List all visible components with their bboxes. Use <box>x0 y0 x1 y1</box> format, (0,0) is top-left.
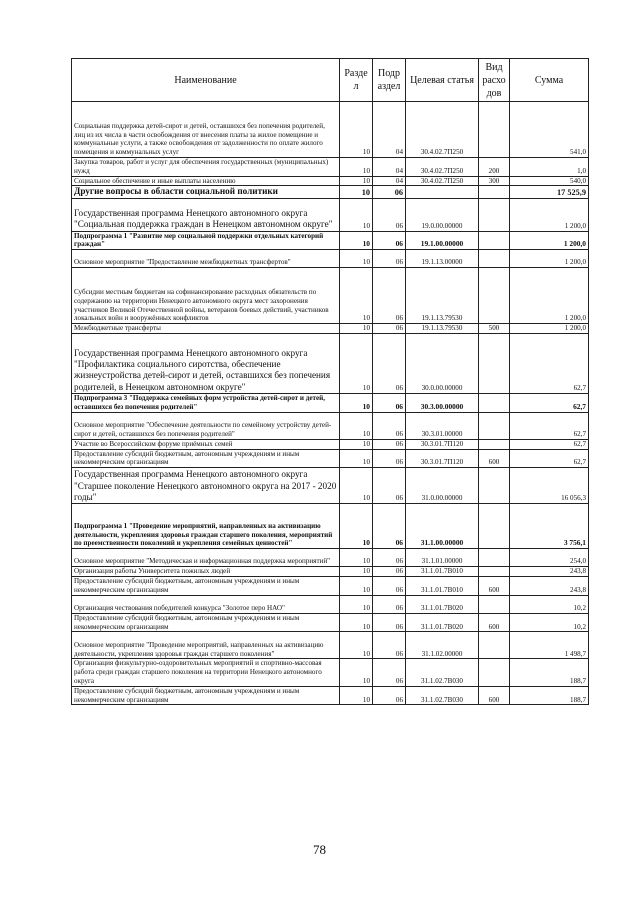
row-subsection: 06 <box>373 613 406 632</box>
row-target: 19.1.13.79530 <box>406 268 479 324</box>
row-expense-type <box>479 632 510 659</box>
row-section: 10 <box>340 613 373 632</box>
row-section: 10 <box>340 412 373 439</box>
row-expense-type <box>479 567 510 577</box>
table-row <box>72 324 589 334</box>
row-target: 30.3.01.00000 <box>406 412 479 439</box>
row-section: 10 <box>340 549 373 567</box>
table-row <box>72 394 589 413</box>
row-expense-type: 600 <box>479 613 510 632</box>
page-number: 78 <box>313 842 326 857</box>
row-expense-type <box>479 186 510 198</box>
table-body <box>72 102 589 705</box>
row-name: Подпрограмма 1 "Развитие мер социальной поддержки отдельных категорий граждан" <box>72 231 340 250</box>
row-amount: 243,8 <box>510 577 589 596</box>
row-subsection: 06 <box>373 549 406 567</box>
table-row <box>72 439 589 449</box>
row-subsection: 04 <box>373 176 406 186</box>
row-name: Государственная программа Ненецкого автономного округа "Профилактика социального сиротства, обеспечение жизнеустройства детей-сирот и детей, оставшихся без попечения родителей, в Ненецком автономном округе" <box>72 334 340 394</box>
row-subsection: 06 <box>373 334 406 394</box>
table-row <box>72 595 589 613</box>
row-expense-type <box>479 268 510 324</box>
row-subsection: 06 <box>373 449 406 468</box>
row-amount: 10,2 <box>510 595 589 613</box>
table-row <box>72 659 589 686</box>
row-expense-type: 600 <box>479 686 510 705</box>
row-expense-type <box>479 549 510 567</box>
row-name: Основное мероприятие "Обеспечение деятельности по семейному устройству детей-сирот и детей, оставшихся без попечения родителей" <box>72 412 340 439</box>
row-subsection: 06 <box>373 250 406 268</box>
row-target: 31.1.01.7В010 <box>406 567 479 577</box>
row-target: 19.1.13.00000 <box>406 250 479 268</box>
row-amount: 3 756,1 <box>510 504 589 549</box>
row-subsection: 06 <box>373 659 406 686</box>
row-subsection: 06 <box>373 324 406 334</box>
row-subsection: 06 <box>373 412 406 439</box>
row-name: Подпрограмма 3 "Поддержка семейных форм устройства детей-сирот и детей, оставшихся без попечения родителей" <box>72 394 340 413</box>
row-amount: 1 200,0 <box>510 231 589 250</box>
row-subsection: 06 <box>373 632 406 659</box>
header-subsection: Подр аздел <box>373 59 406 102</box>
table-row <box>72 176 589 186</box>
row-expense-type: 200 <box>479 158 510 177</box>
row-subsection: 06 <box>373 439 406 449</box>
row-amount: 540,0 <box>510 176 589 186</box>
row-section: 10 <box>340 394 373 413</box>
row-name: Государственная программа Ненецкого автономного округа "Старшее поколение Ненецкого автономного округа на 2017 - 2020 годы" <box>72 468 340 504</box>
row-target: 30.4.02.7П250 <box>406 176 479 186</box>
row-subsection: 06 <box>373 686 406 705</box>
row-expense-type <box>479 334 510 394</box>
table-row <box>72 334 589 394</box>
row-expense-type: 300 <box>479 176 510 186</box>
row-target: 31.1.02.7В030 <box>406 686 479 705</box>
table-row <box>72 567 589 577</box>
table-row <box>72 198 589 231</box>
row-section: 10 <box>340 659 373 686</box>
row-section: 10 <box>340 198 373 231</box>
row-amount: 188,7 <box>510 686 589 705</box>
row-expense-type <box>479 504 510 549</box>
table-header-row <box>72 59 589 102</box>
row-target: 19.1.13.79530 <box>406 324 479 334</box>
table-row <box>72 186 589 198</box>
row-target: 31.1.01.7В010 <box>406 577 479 596</box>
row-expense-type <box>479 394 510 413</box>
header-name: Наименование <box>72 59 340 102</box>
row-amount: 62,7 <box>510 334 589 394</box>
table-row <box>72 686 589 705</box>
row-amount: 62,7 <box>510 412 589 439</box>
row-expense-type <box>479 595 510 613</box>
row-expense-type <box>479 412 510 439</box>
row-target: 19.1.00.00000 <box>406 231 479 250</box>
row-target: 31.1.02.00000 <box>406 632 479 659</box>
table-row <box>72 250 589 268</box>
row-section: 10 <box>340 186 373 198</box>
header-amount: Сумма <box>510 59 589 102</box>
row-target: 30.4.02.7П250 <box>406 102 479 158</box>
row-subsection: 06 <box>373 468 406 504</box>
table-row <box>72 613 589 632</box>
row-name: Организация физкультурно-оздоровительных мероприятий и спортивно-массовая работа среди граждан старшего поколения на территории Ненецкого автономного округа <box>72 659 340 686</box>
row-target: 30.0.00.00000 <box>406 334 479 394</box>
budget-table <box>71 58 589 705</box>
row-target <box>406 186 479 198</box>
row-subsection: 06 <box>373 394 406 413</box>
header-target: Целевая статья <box>406 59 479 102</box>
row-expense-type <box>479 231 510 250</box>
row-section: 10 <box>340 577 373 596</box>
row-expense-type <box>479 439 510 449</box>
row-section: 10 <box>340 504 373 549</box>
row-amount: 1 200,0 <box>510 250 589 268</box>
row-section: 10 <box>340 567 373 577</box>
table-row <box>72 577 589 596</box>
row-section: 10 <box>340 102 373 158</box>
row-subsection: 06 <box>373 595 406 613</box>
table-row <box>72 449 589 468</box>
row-name: Предоставление субсидий бюджетным, автономным учреждениям и иным некоммерческим организациям <box>72 577 340 596</box>
row-section: 10 <box>340 176 373 186</box>
row-name: Закупка товаров, работ и услуг для обеспечения государственных (муниципальных) нужд <box>72 158 340 177</box>
row-expense-type: 600 <box>479 449 510 468</box>
row-subsection: 06 <box>373 577 406 596</box>
row-section: 10 <box>340 324 373 334</box>
row-subsection: 06 <box>373 198 406 231</box>
row-name: Социальная поддержка детей-сирот и детей, оставшихся без попечения родителей, лиц из их числа в части освобождения от внесения платы за жилое помещение и коммунальные услуги, а также освобождения от задолженности по оплате жилого помещения и коммунальных услуг <box>72 102 340 158</box>
row-name: Предоставление субсидий бюджетным, автономным учреждениям и иным некоммерческим организациям <box>72 449 340 468</box>
row-amount: 1,0 <box>510 158 589 177</box>
row-expense-type: 500 <box>479 324 510 334</box>
row-target: 31.1.01.00000 <box>406 549 479 567</box>
row-expense-type <box>479 198 510 231</box>
row-target: 31.1.01.7В020 <box>406 595 479 613</box>
row-amount: 243,8 <box>510 567 589 577</box>
row-subsection: 06 <box>373 268 406 324</box>
row-expense-type <box>479 250 510 268</box>
row-amount: 62,7 <box>510 394 589 413</box>
table-row <box>72 549 589 567</box>
row-subsection: 06 <box>373 567 406 577</box>
row-target: 30.4.02.7П250 <box>406 158 479 177</box>
row-target: 31.0.00.00000 <box>406 468 479 504</box>
table-row <box>72 412 589 439</box>
row-target: 31.1.00.00000 <box>406 504 479 549</box>
row-section: 10 <box>340 158 373 177</box>
row-amount: 10,2 <box>510 613 589 632</box>
row-subsection: 06 <box>373 231 406 250</box>
row-target: 30.3.00.00000 <box>406 394 479 413</box>
row-name: Подпрограмма 1 "Проведение мероприятий, направленных на активизацию деятельности, укрепления здоровья граждан старшего поколения, мероприятий по преемственности поколений и укрепления семейных ценностей" <box>72 504 340 549</box>
row-amount: 254,0 <box>510 549 589 567</box>
row-amount: 541,0 <box>510 102 589 158</box>
row-expense-type <box>479 468 510 504</box>
row-section: 10 <box>340 231 373 250</box>
row-section: 10 <box>340 250 373 268</box>
row-name: Основное мероприятие "Проведение мероприятий, направленных на активизацию деятельности, укрепления здоровья граждан старшего поколения" <box>72 632 340 659</box>
table-row <box>72 632 589 659</box>
row-section: 10 <box>340 595 373 613</box>
row-target: 31.1.02.7В030 <box>406 659 479 686</box>
row-name: Организация чествования победителей конкурса "Золотое перо НАО" <box>72 595 340 613</box>
table-row <box>72 268 589 324</box>
row-amount: 1 498,7 <box>510 632 589 659</box>
row-target: 31.1.01.7В020 <box>406 613 479 632</box>
row-section: 10 <box>340 632 373 659</box>
row-expense-type <box>479 102 510 158</box>
row-name: Участие во Всероссийском форуме приёмных семей <box>72 439 340 449</box>
row-section: 10 <box>340 439 373 449</box>
row-name: Организация работы Университета пожилых людей <box>72 567 340 577</box>
row-name: Предоставление субсидий бюджетным, автономным учреждениям и иным некоммерческим организациям <box>72 686 340 705</box>
row-target: 30.3.01.7П120 <box>406 439 479 449</box>
row-amount: 1 200,0 <box>510 198 589 231</box>
row-name: Межбюджетные трансферты <box>72 324 340 334</box>
row-amount: 1 200,0 <box>510 268 589 324</box>
row-amount: 62,7 <box>510 439 589 449</box>
row-section: 10 <box>340 268 373 324</box>
header-section: Разде л <box>340 59 373 102</box>
header-expense-type: Вид расхо дов <box>479 59 510 102</box>
row-section: 10 <box>340 686 373 705</box>
row-name: Основное мероприятие "Методическая и информационная поддержка мероприятий" <box>72 549 340 567</box>
row-subsection: 04 <box>373 158 406 177</box>
row-subsection: 06 <box>373 504 406 549</box>
table-row <box>72 102 589 158</box>
row-expense-type: 600 <box>479 577 510 596</box>
table-row <box>72 231 589 250</box>
row-subsection: 04 <box>373 102 406 158</box>
table-row <box>72 468 589 504</box>
row-amount: 62,7 <box>510 449 589 468</box>
row-section: 10 <box>340 449 373 468</box>
row-name: Социальное обеспечение и иные выплаты населению <box>72 176 340 186</box>
row-amount: 16 056,3 <box>510 468 589 504</box>
row-name: Основное мероприятие "Предоставление межбюджетных трансфертов" <box>72 250 340 268</box>
row-target: 30.3.01.7П120 <box>406 449 479 468</box>
row-name: Другие вопросы в области социальной политики <box>72 186 340 198</box>
table-row <box>72 158 589 177</box>
row-amount: 1 200,0 <box>510 324 589 334</box>
row-name: Предоставление субсидий бюджетным, автономным учреждениям и иным некоммерческим организациям <box>72 613 340 632</box>
table-row <box>72 504 589 549</box>
row-section: 10 <box>340 334 373 394</box>
row-subsection: 06 <box>373 186 406 198</box>
row-target: 19.0.00.00000 <box>406 198 479 231</box>
row-section: 10 <box>340 468 373 504</box>
row-name: Государственная программа Ненецкого автономного округа "Социальная поддержка граждан в Ненецком автономном округе" <box>72 198 340 231</box>
row-amount: 17 525,9 <box>510 186 589 198</box>
row-name: Субсидии местным бюджетам на софинансирование расходных обязательств по содержанию на территории Ненецкого автономного округа мест захоронения участников Великой Отечественной войны, ветеранов боевых действий, участников локальных войн и вооружённых конфликтов <box>72 268 340 324</box>
row-expense-type <box>479 659 510 686</box>
row-amount: 188,7 <box>510 659 589 686</box>
